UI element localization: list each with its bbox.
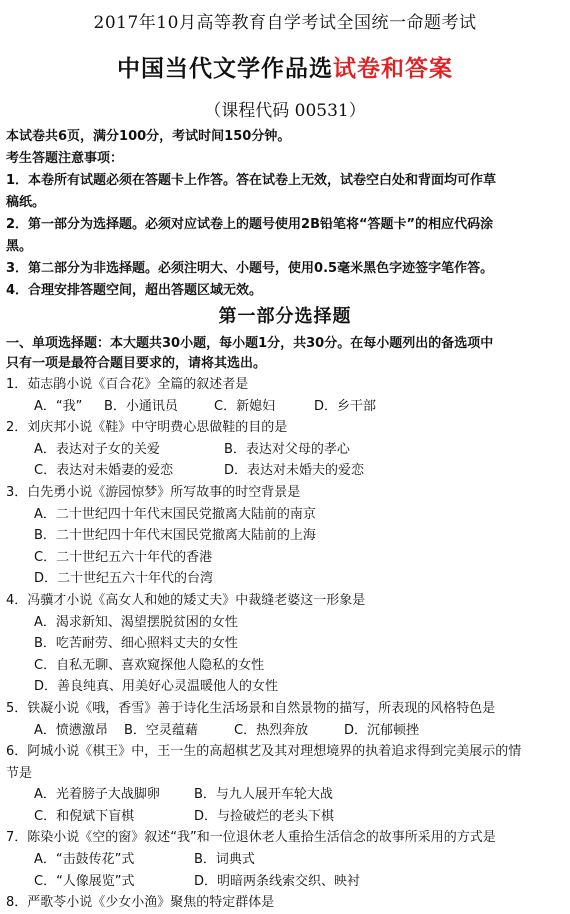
option-row <box>6 849 562 871</box>
exam-notes <box>6 126 562 302</box>
question-stem: 5．铁凝小说《哦，香雪》善于诗化生活场景和自然景物的描写，所表现的风格特色是 <box>6 700 496 716</box>
option-row <box>6 439 562 461</box>
question-stem: 6．阿城小说《棋王》中，王一生的高超棋艺及其对理想境界的执着追求得到完美展示的情 <box>6 744 522 760</box>
option-row <box>6 720 562 742</box>
option-row <box>6 871 562 893</box>
note-line: 2．第一部分为选择题。必须对应试卷上的题号使用2B铅笔将“答题卡”的相应代码涂 <box>6 217 494 232</box>
option: D．善良纯真、用美好心灵温暖他人的女性 <box>34 679 279 695</box>
option: C．新媳妇 <box>214 398 276 414</box>
option: A．二十世纪四十年代末国民党撤离大陆前的南京 <box>34 506 316 522</box>
option: B．词典式 <box>194 852 255 868</box>
note-line: 黑。 <box>6 239 33 254</box>
note-line: 考生答题注意事项： <box>6 151 124 166</box>
note-line: 稿纸。 <box>6 195 46 210</box>
question-stem-continued: 节是 <box>6 765 33 781</box>
question-stem: 8．严歌苓小说《少女小渔》聚焦的特定群体是 <box>6 895 275 911</box>
option: A．“我” <box>34 398 83 414</box>
title-course-name: 中国当代文学作品选 <box>117 56 333 82</box>
option: B．小通讯员 <box>104 398 178 414</box>
note-line: 本试卷共6页，满分100分，考试时间150分钟。 <box>6 129 291 144</box>
option: C．“人像展览”式 <box>34 873 135 889</box>
option: C．自私无聊、喜欢窥探他人隐私的女性 <box>34 657 265 673</box>
option: A．表达对子女的关爱 <box>34 441 160 457</box>
question-stem: 3．白先勇小说《游园惊梦》所写故事的时空背景是 <box>6 484 301 500</box>
option: B．二十世纪四十年代末国民党撤离大陆前的上海 <box>34 528 316 544</box>
option: C．和倪斌下盲棋 <box>34 808 135 824</box>
option: D．表达对未婚夫的爱恋 <box>224 463 365 479</box>
option-row <box>6 396 562 418</box>
question-stem: 7．陈染小说《空的窗》叙述“我”和一位退休老人重拾生活信念的故事所采用的方式是 <box>6 830 496 846</box>
option: A．光着膀子大战脚卵 <box>34 787 160 803</box>
section-instructions <box>6 334 562 374</box>
exam-header-line: 2017年10月高等教育自学考试全国统一命题考试 <box>93 13 477 33</box>
option: B．与九人展开车轮大战 <box>194 787 333 803</box>
option-row <box>6 460 562 482</box>
note-line: 4．合理安排答题空间，超出答题区域无效。 <box>6 283 263 298</box>
question-list <box>6 374 562 914</box>
question-stem: 2．刘庆邦小说《鞋》中守明费心思做鞋的目的是 <box>6 420 288 436</box>
option: C．热烈奔放 <box>234 722 309 738</box>
title-red-suffix: 试卷和答案 <box>333 56 453 82</box>
option-row <box>6 784 562 806</box>
note-line: 3．第二部分为非选择题。必须注明大、小题号，使用0.5毫米黑色字迹签字笔作答。 <box>6 261 494 276</box>
instruction-line: 一、单项选择题：本大题共30小题，每小题1分，共30分。在每小题列出的备选项中 <box>6 336 494 351</box>
option: C．二十世纪五六十年代的香港 <box>34 549 213 565</box>
option: C．表达对未婚妻的爱恋 <box>34 463 174 479</box>
option: A．愤懑激昂 <box>34 722 108 738</box>
course-code: （课程代码 00531） <box>204 101 366 121</box>
question-stem: 1．茹志鹃小说《百合花》全篇的叙述者是 <box>6 377 249 392</box>
option: B．空灵蕴藉 <box>124 722 198 738</box>
option: D．明暗两条线索交织、映衬 <box>194 873 361 889</box>
option: A．“击鼓传花”式 <box>34 852 135 868</box>
option: B．表达对父母的孝心 <box>224 441 350 457</box>
question-stem: 4．冯骥才小说《高女人和她的矮丈夫》中裁缝老婆这一形象是 <box>6 592 366 608</box>
page-title <box>0 50 570 83</box>
option: D．与捡破烂的老头下棋 <box>194 808 335 824</box>
option: D．沉郁顿挫 <box>344 722 420 738</box>
option-row <box>6 806 562 828</box>
option: D．乡干部 <box>314 398 377 414</box>
note-line: 1．本卷所有试题必须在答题卡上作答。答在试卷上无效，试卷空白处和背面均可作草 <box>6 173 497 188</box>
instruction-line: 只有一项是最符合题目要求的，请将其选出。 <box>6 356 267 371</box>
option: D．二十世纪五六十年代的台湾 <box>34 571 214 587</box>
option: A．渴求新知、渴望摆脱贫困的女性 <box>34 614 238 630</box>
option: B．吃苦耐劳、细心照料丈夫的女性 <box>34 636 238 652</box>
section-title: 第一部分选择题 <box>218 306 352 327</box>
